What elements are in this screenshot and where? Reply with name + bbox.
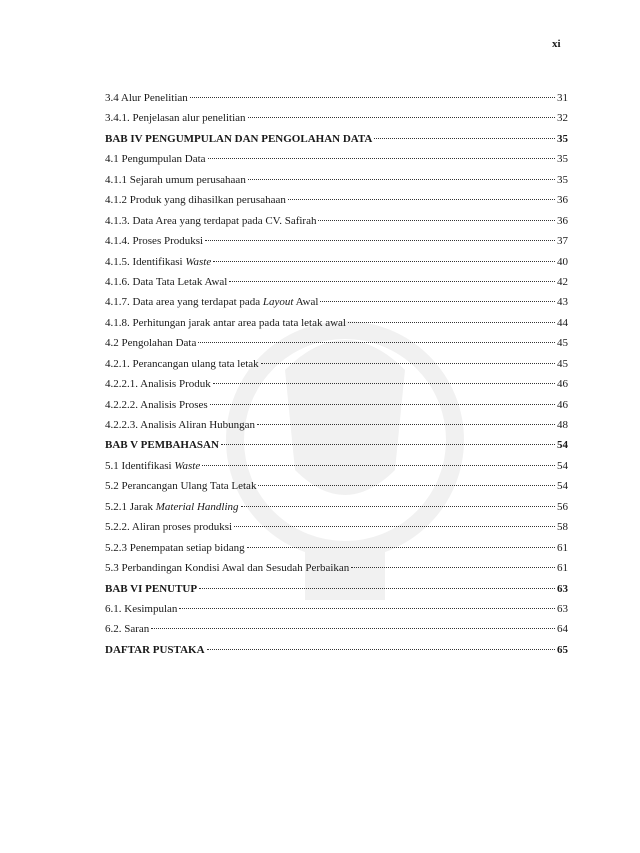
toc-entry — [105, 252, 568, 272]
toc-title-segment: BAB V PEMBAHASAN — [105, 439, 219, 452]
toc-entry — [105, 190, 568, 210]
toc-entry-title — [105, 579, 197, 599]
toc-leader-dots — [198, 342, 555, 343]
toc-page-number: 36 — [557, 194, 568, 207]
toc-title-segment: 4.2.2.1. Analisis Produk — [105, 378, 211, 391]
toc-title-segment: Material Handling — [155, 500, 239, 513]
toc-entry-title — [105, 292, 318, 312]
toc-leader-dots — [202, 465, 555, 466]
toc-entry — [105, 292, 568, 312]
toc-leader-dots — [247, 547, 555, 548]
toc-title-segment: 6.1. Kesimpulan — [105, 602, 178, 615]
toc-entry-title — [105, 619, 149, 639]
toc-entry — [105, 149, 568, 169]
toc-entry — [105, 619, 568, 639]
toc-entry-title — [105, 211, 316, 231]
toc-entry — [105, 395, 568, 415]
toc-entry-title — [105, 640, 205, 660]
toc-title-segment: 5.3 Perbandingan Kondisi Awal dan Sesudah Perbaikan — [105, 562, 350, 575]
toc-page-number: 35 — [557, 153, 568, 166]
toc-entry — [105, 108, 568, 128]
toc-page-number: 45 — [557, 357, 568, 370]
toc-entry-title — [105, 354, 259, 374]
toc-page-number: 65 — [557, 643, 568, 656]
toc-page-number: 43 — [557, 296, 568, 309]
toc-entry — [105, 374, 568, 394]
toc-page-number: 46 — [557, 398, 568, 411]
toc-leader-dots — [208, 158, 555, 159]
toc-entry-title — [105, 108, 246, 128]
toc-title-segment: Waste — [174, 459, 201, 472]
toc-leader-dots — [210, 404, 555, 405]
toc-title-segment: 4.2.2.3. Analisis Aliran Hubungan — [105, 419, 256, 431]
toc-title-segment: 4.1.8. Perhitungan jarak antar area pada tata letak awal — [105, 316, 346, 329]
toc-page-number: 31 — [557, 92, 568, 104]
toc-leader-dots — [257, 424, 555, 425]
toc-page-number: 61 — [557, 541, 568, 554]
toc-page-number: 37 — [557, 235, 568, 248]
toc-title-segment: 4.1.1 Sejarah umum perusahaan — [105, 173, 246, 186]
toc-entry-title — [105, 231, 203, 251]
toc-page-number: 35 — [557, 173, 568, 186]
toc-entry — [105, 313, 568, 333]
toc-title-segment: 3.4 Alur Penelitian — [105, 92, 188, 104]
toc-page-number: 42 — [557, 275, 568, 288]
toc-leader-dots — [318, 220, 555, 221]
toc-entry-title — [105, 599, 177, 619]
toc-leader-dots — [351, 567, 555, 568]
toc-entry — [105, 579, 568, 599]
toc-page-number: 35 — [557, 132, 568, 145]
toc-entry-title — [105, 170, 246, 190]
toc-entry — [105, 476, 568, 496]
toc-title-segment: BAB IV PENGUMPULAN DAN PENGOLAHAN DATA — [105, 132, 373, 145]
toc-page-number: 54 — [557, 480, 568, 493]
toc-entry — [105, 88, 568, 108]
toc-leader-dots — [234, 526, 555, 527]
toc-entry-title — [105, 435, 219, 455]
toc-leader-dots — [190, 97, 555, 98]
toc-page-number: 40 — [557, 255, 568, 268]
toc-entry — [105, 129, 568, 149]
toc-page-number: 32 — [557, 112, 568, 125]
toc-title-segment: BAB VI PENUTUP — [105, 582, 198, 595]
toc-entry-title — [105, 415, 255, 435]
toc-entry-title — [105, 374, 211, 394]
toc-entry-title — [105, 190, 286, 210]
toc-leader-dots — [248, 179, 555, 180]
toc-leader-dots — [241, 506, 555, 507]
toc-title-segment: 5.1 Identifikasi — [105, 459, 175, 472]
toc-page-number: 48 — [557, 419, 568, 431]
toc-entry — [105, 272, 568, 292]
toc-entry — [105, 640, 568, 660]
toc-page-number: 44 — [557, 316, 568, 329]
toc-entry-title — [105, 129, 372, 149]
toc-leader-dots — [288, 199, 555, 200]
toc-page-number: 58 — [557, 521, 568, 534]
toc-title-segment: 4.1.5. Identifikasi — [105, 255, 186, 268]
toc-title-segment: Awal — [293, 296, 319, 309]
toc-entry-title — [105, 88, 188, 108]
toc-leader-dots — [320, 301, 555, 302]
toc-title-segment: 4.1.4. Proses Produksi — [105, 235, 204, 248]
table-of-contents — [105, 88, 568, 660]
toc-entry — [105, 435, 568, 455]
toc-entry-title — [105, 517, 232, 537]
toc-leader-dots — [179, 608, 555, 609]
toc-entry — [105, 415, 568, 435]
toc-page-number: 45 — [557, 337, 568, 350]
toc-leader-dots — [261, 363, 555, 364]
toc-title-segment: 5.2 Perancangan Ulang Tata Letak — [105, 480, 257, 493]
toc-leader-dots — [213, 261, 555, 262]
toc-entry — [105, 538, 568, 558]
toc-leader-dots — [221, 444, 555, 445]
toc-entry-title — [105, 456, 200, 476]
toc-entry-title — [105, 333, 196, 353]
toc-leader-dots — [213, 383, 555, 384]
toc-page-number: 63 — [557, 602, 568, 615]
toc-entry — [105, 231, 568, 251]
toc-entry-title — [105, 558, 349, 578]
toc-title-segment: 3.4.1. Penjelasan alur penelitian — [105, 112, 246, 125]
toc-page-number: 54 — [557, 459, 568, 472]
toc-entry — [105, 558, 568, 578]
toc-entry-title — [105, 395, 208, 415]
toc-leader-dots — [151, 628, 555, 629]
toc-entry-title — [105, 476, 256, 496]
toc-entry — [105, 497, 568, 517]
toc-entry — [105, 333, 568, 353]
toc-title-segment: 5.2.2. Aliran proses produksi — [105, 521, 233, 534]
toc-title-segment: 4.2.2.2. Analisis Proses — [105, 398, 208, 411]
toc-page-number: 36 — [557, 214, 568, 227]
toc-entry-title — [105, 272, 227, 292]
toc-page-number: 61 — [557, 562, 568, 575]
toc-entry — [105, 599, 568, 619]
toc-entry-title — [105, 149, 206, 169]
toc-entry — [105, 456, 568, 476]
toc-title-segment: 4.1.6. Data Tata Letak Awal — [105, 275, 228, 288]
toc-page-number: 64 — [557, 623, 568, 636]
toc-title-segment: 5.2.1 Jarak — [105, 500, 156, 513]
toc-title-segment: 4.1.7. Data area yang terdapat pada — [105, 296, 263, 309]
toc-page-number: 46 — [557, 378, 568, 391]
toc-title-segment: 4.1 Pengumpulan Data — [105, 153, 206, 166]
toc-title-segment: 4.2.1. Perancangan ulang tata letak — [105, 357, 259, 370]
toc-title-segment: Waste — [185, 255, 212, 268]
toc-entry — [105, 170, 568, 190]
toc-page-number: 54 — [557, 439, 568, 452]
toc-leader-dots — [248, 117, 555, 118]
toc-entry — [105, 354, 568, 374]
toc-leader-dots — [205, 240, 555, 241]
toc-entry — [105, 517, 568, 537]
toc-page-number: 63 — [557, 582, 568, 595]
toc-title-segment: Layout — [262, 296, 294, 309]
toc-page-number: 56 — [557, 500, 568, 513]
toc-leader-dots — [207, 649, 555, 650]
toc-entry-title — [105, 313, 346, 333]
toc-title-segment: 4.1.3. Data Area yang terdapat pada CV. Safirah — [105, 214, 317, 227]
page-number: xi — [552, 38, 561, 50]
toc-leader-dots — [348, 322, 555, 323]
toc-title-segment: 4.2 Pengolahan Data — [105, 337, 197, 350]
toc-entry-title — [105, 252, 211, 272]
toc-entry — [105, 211, 568, 231]
toc-entry-title — [105, 538, 245, 558]
toc-leader-dots — [199, 588, 555, 589]
toc-leader-dots — [258, 485, 555, 486]
toc-title-segment: 4.1.2 Produk yang dihasilkan perusahaan — [105, 194, 286, 207]
toc-entry-title — [105, 497, 239, 517]
toc-leader-dots — [374, 138, 555, 139]
toc-title-segment: 5.2.3 Penempatan setiap bidang — [105, 541, 245, 554]
toc-title-segment: DAFTAR PUSTAKA — [105, 643, 205, 656]
toc-leader-dots — [229, 281, 555, 282]
toc-title-segment: 6.2. Saran — [105, 623, 150, 636]
